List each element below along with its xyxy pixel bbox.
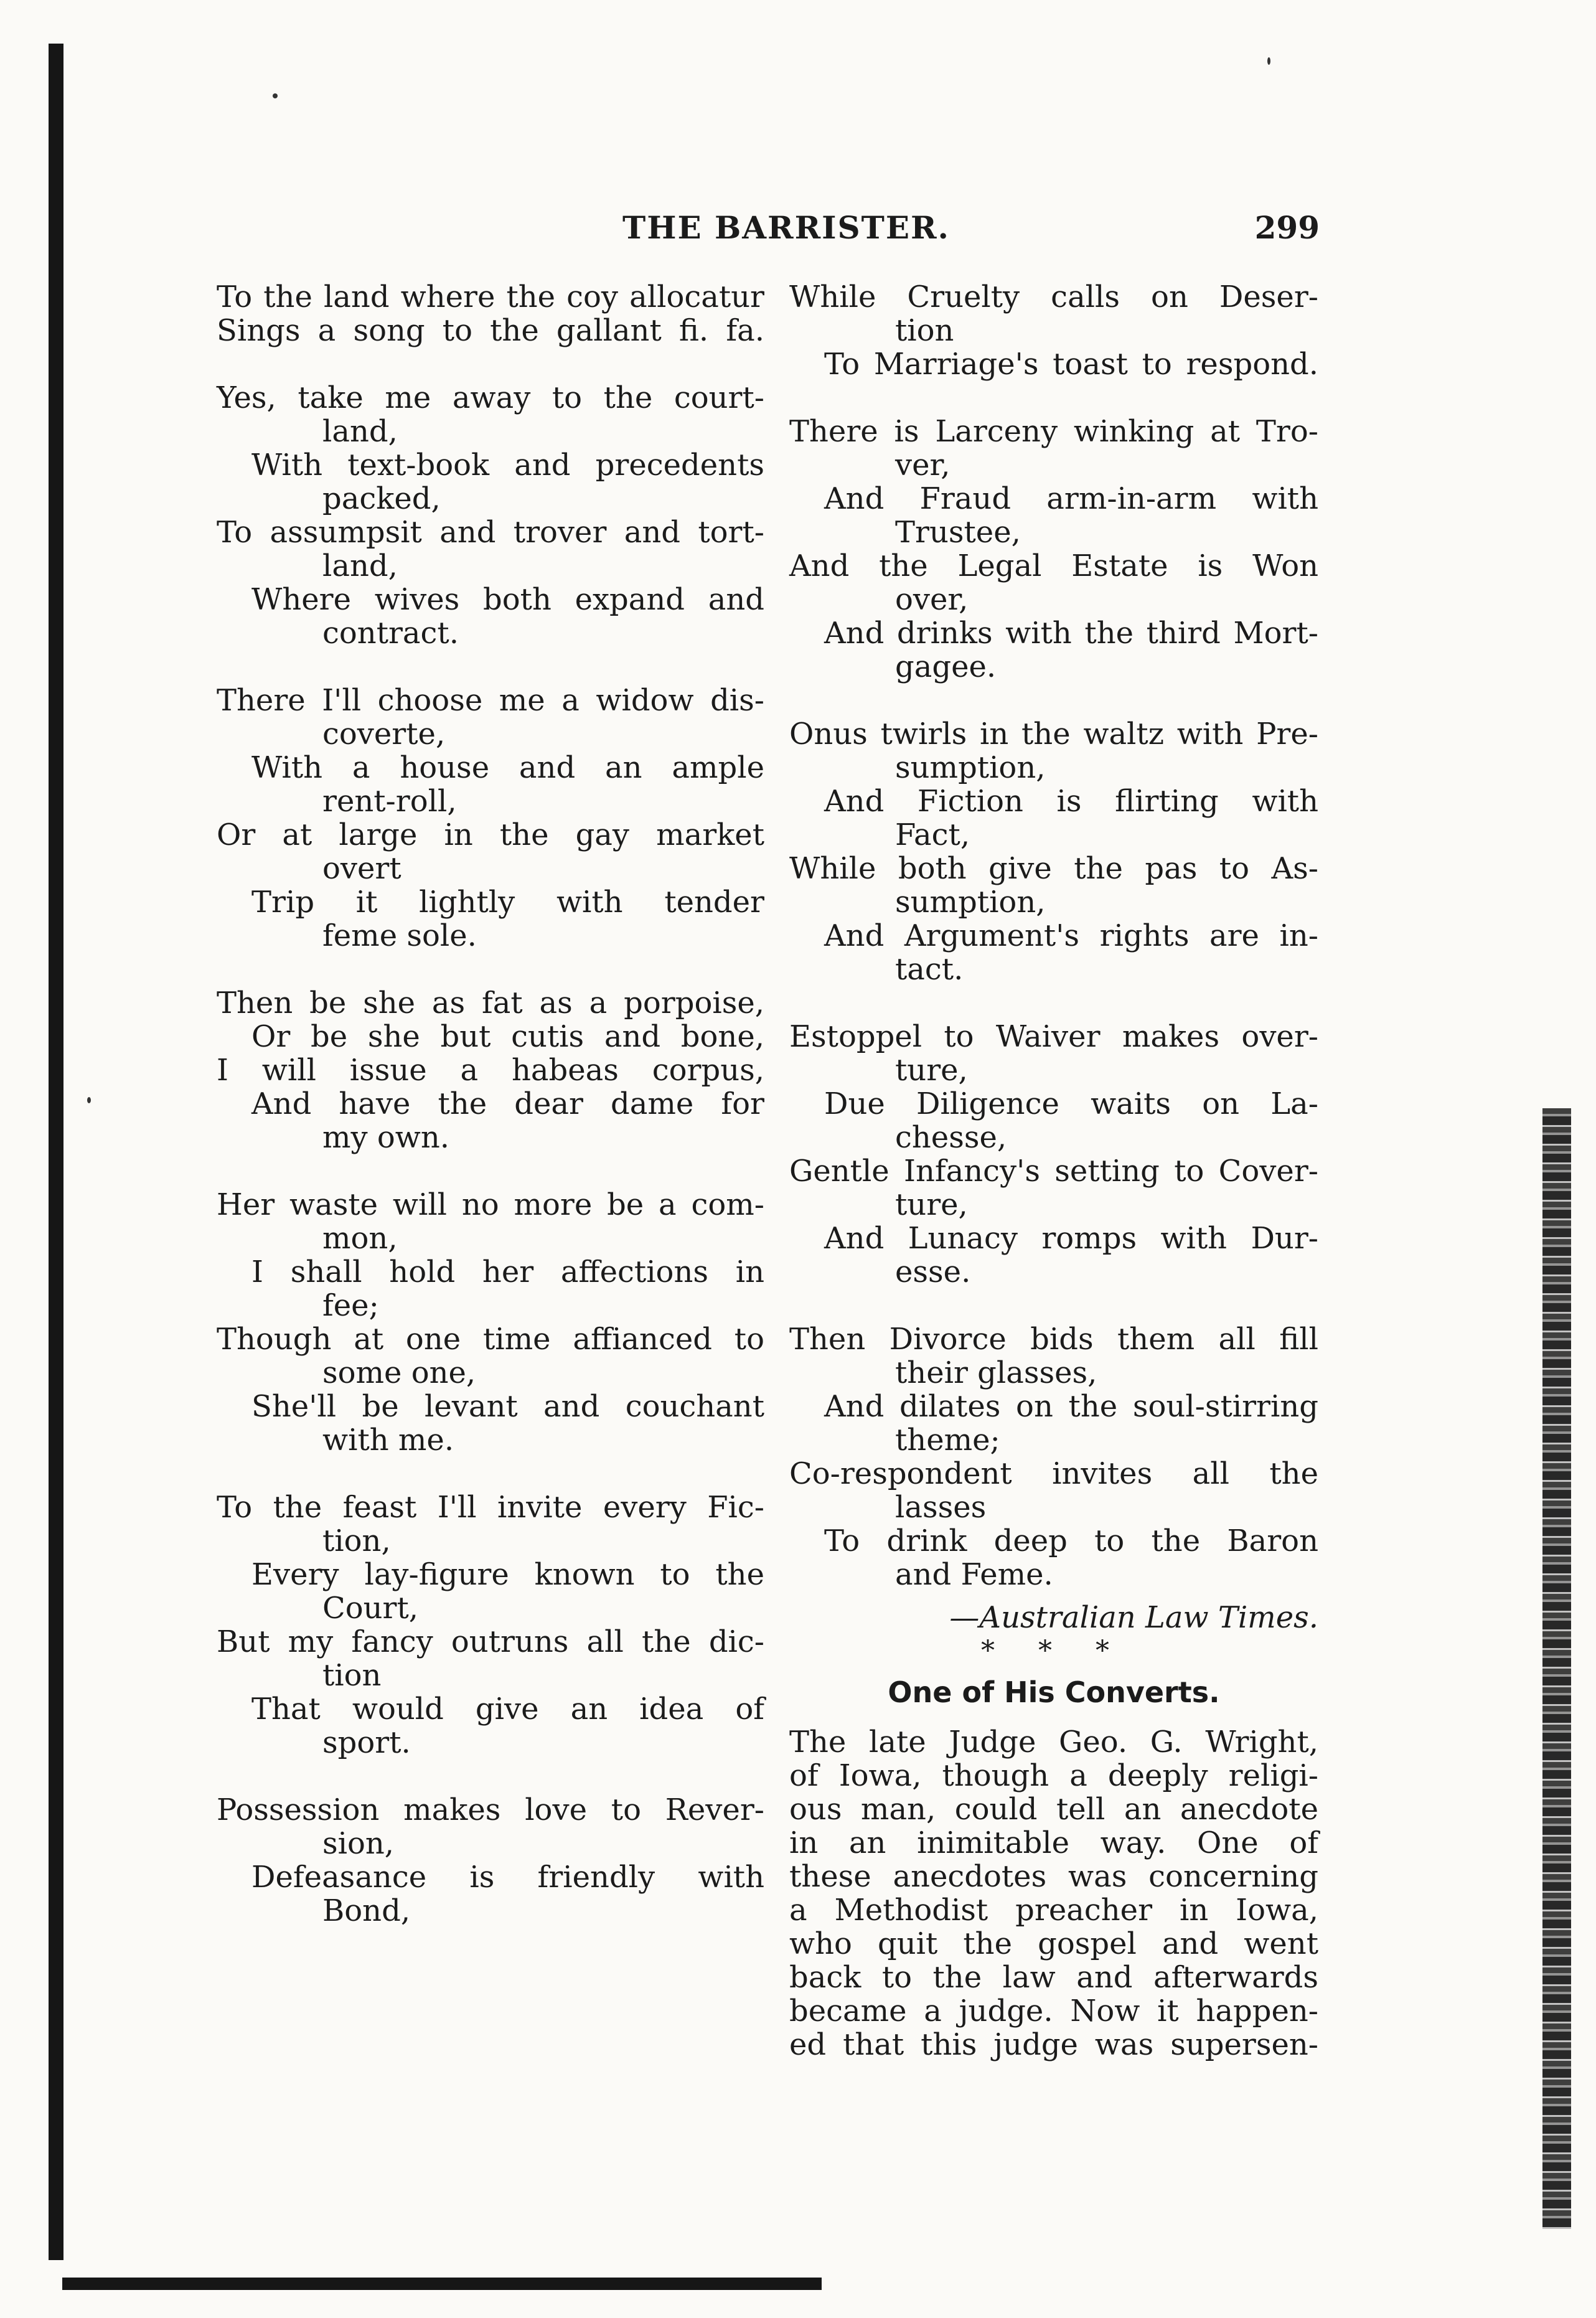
verse-line: Every lay-figure known to the <box>251 1557 764 1592</box>
verse-line: Or at large in the gay market <box>217 817 764 852</box>
stanza <box>217 986 764 1154</box>
verse-line: Her waste will no more be a com- <box>217 1187 764 1222</box>
stanza <box>217 684 764 953</box>
verse-line: Trip it lightly with tender <box>251 885 764 920</box>
article-body <box>789 1725 1318 2061</box>
verse-line: With text-book and precedents <box>251 448 764 483</box>
article-title: One of His Converts. <box>888 1675 1220 1709</box>
right-column-poem <box>789 280 1318 1591</box>
verse-line: ture, <box>895 1053 968 1088</box>
verse-line: And Fraud arm-in-arm with <box>824 481 1318 516</box>
verse-line: my own. <box>322 1120 450 1155</box>
scan-edge-bottom <box>62 2278 822 2290</box>
verse-line: To the feast I'll invite every Fic- <box>217 1490 764 1525</box>
article-line: The late Judge Geo. G. Wright, <box>789 1725 1318 1760</box>
verse-line: Though at one time affianced to <box>217 1322 764 1357</box>
verse-line: I will issue a habeas corpus, <box>217 1053 764 1088</box>
article-line: back to the law and afterwards <box>789 1960 1318 1995</box>
scan-speck <box>273 93 278 98</box>
article-line: these anecdotes was concerning <box>789 1859 1318 1894</box>
verse-line: with me. <box>322 1423 454 1458</box>
section-separator: * * * <box>981 1635 1127 1667</box>
verse-line: fee; <box>322 1288 379 1323</box>
verse-line: tion, <box>322 1524 391 1558</box>
verse-line: sumption, <box>895 750 1046 785</box>
article-line: who quit the gospel and went <box>789 1926 1318 1961</box>
verse-line: land, <box>322 549 398 583</box>
verse-line: lasses <box>895 1490 987 1525</box>
verse-line: And Lunacy romps with Dur- <box>824 1221 1318 1256</box>
verse-line: coverte, <box>322 717 446 751</box>
verse-line: tion <box>895 313 954 348</box>
stanza <box>217 1491 764 1760</box>
verse-line: To the land where the coy allocatur <box>217 280 764 314</box>
verse-line: mon, <box>322 1221 398 1256</box>
verse-line: Or be she but cutis and bone, <box>251 1019 764 1054</box>
verse-line: gagee. <box>895 649 997 684</box>
verse-line: ture, <box>895 1187 968 1222</box>
verse-line: packed, <box>322 481 441 516</box>
verse-line: Defeasance is friendly with <box>251 1860 764 1895</box>
verse-line: And dilates on the soul-stirring <box>824 1389 1318 1424</box>
verse-line: Due Diligence waits on La- <box>824 1086 1318 1121</box>
verse-line: chesse, <box>895 1120 1007 1155</box>
verse-line: And the Legal Estate is Won <box>789 549 1318 583</box>
verse-line: land, <box>322 414 398 449</box>
verse-line: To assumpsit and trover and tort- <box>217 515 764 550</box>
stanza <box>789 1020 1318 1289</box>
verse-line: feme sole. <box>322 918 477 953</box>
verse-line: sumption, <box>895 885 1046 920</box>
verse-line: esse. <box>895 1255 971 1289</box>
verse-line: And drinks with the third Mort- <box>824 616 1318 651</box>
verse-line: Possession makes love to Rever- <box>217 1793 764 1827</box>
stanza <box>789 280 1318 381</box>
page-number: 299 <box>1254 209 1320 246</box>
scan-edge-right <box>1542 1108 1571 2229</box>
article-line: in an inimitable way. One of <box>789 1826 1318 1860</box>
article-line: ous man, could tell an anecdote <box>789 1792 1318 1827</box>
verse-line: Co-respondent invites all the <box>789 1456 1318 1491</box>
article-line: became a judge. Now it happen- <box>789 1994 1318 2028</box>
verse-line: tact. <box>895 952 964 987</box>
verse-line: some one, <box>322 1355 476 1390</box>
stanza <box>217 1188 764 1457</box>
verse-line: ver, <box>895 448 951 483</box>
verse-line: And Fiction is flirting with <box>824 784 1318 819</box>
verse-line: There I'll choose me a widow dis- <box>217 683 764 718</box>
verse-line: Fact, <box>895 817 970 852</box>
verse-line: Trustee, <box>895 515 1021 550</box>
verse-line: I shall hold her affections in <box>251 1255 764 1289</box>
verse-line: rent-roll, <box>322 784 457 819</box>
verse-line: To drink deep to the Baron <box>824 1524 1318 1558</box>
article-line: of Iowa, though a deeply religi- <box>789 1758 1318 1793</box>
verse-line: overt <box>322 851 401 886</box>
stanza <box>789 415 1318 684</box>
verse-line: Bond, <box>322 1893 411 1928</box>
verse-line: And have the dear dame for <box>251 1086 764 1121</box>
verse-line: theme; <box>895 1423 1000 1458</box>
verse-line: over, <box>895 582 969 617</box>
verse-line: Then be she as fat as a porpoise, <box>217 986 764 1020</box>
verse-line: While Cruelty calls on Deser- <box>789 280 1318 314</box>
verse-line: and Feme. <box>895 1557 1053 1592</box>
verse-line: Where wives both expand and <box>251 582 764 617</box>
verse-line: Estoppel to Waiver makes over- <box>789 1019 1318 1054</box>
verse-line: That would give an idea of <box>251 1692 764 1727</box>
verse-line: tion <box>322 1658 382 1693</box>
verse-line: sion, <box>322 1826 395 1861</box>
stanza <box>217 280 764 347</box>
scan-speck <box>87 1097 91 1103</box>
verse-line: But my fancy outruns all the dic- <box>217 1624 764 1659</box>
scan-edge-left <box>49 44 63 2260</box>
poem-credit: —Australian Law Times. <box>949 1600 1318 1635</box>
verse-line: sport. <box>322 1725 411 1760</box>
stanza <box>217 381 764 650</box>
article-line: ed that this judge was supersen- <box>789 2027 1318 2062</box>
verse-line: Then Divorce bids them all fill <box>789 1322 1318 1357</box>
verse-line: And Argument's rights are in- <box>824 918 1318 953</box>
stanza <box>789 1322 1318 1591</box>
verse-line: There is Larceny winking at Tro- <box>789 414 1318 449</box>
verse-line: contract. <box>322 616 459 651</box>
stanza <box>789 717 1318 986</box>
verse-line: With a house and an ample <box>251 750 764 785</box>
running-header <box>622 209 1320 253</box>
verse-line: To Marriage's toast to respond. <box>824 347 1318 382</box>
verse-line: She'll be levant and couchant <box>251 1389 764 1424</box>
verse-line: Yes, take me away to the court- <box>217 380 764 415</box>
verse-line: Gentle Infancy's setting to Cover- <box>789 1154 1318 1189</box>
article-line: a Methodist preacher in Iowa, <box>789 1893 1318 1928</box>
running-title: THE BARRISTER. <box>622 209 950 246</box>
right-column <box>789 280 1318 2061</box>
verse-line: While both give the pas to As- <box>789 851 1318 886</box>
verse-line: their glasses, <box>895 1355 1097 1390</box>
verse-line: Onus twirls in the waltz with Pre- <box>789 717 1318 751</box>
verse-line: Court, <box>322 1591 419 1626</box>
verse-line: Sings a song to the gallant fi. fa. <box>217 313 764 348</box>
left-column <box>217 280 764 1961</box>
stanza <box>217 1793 764 1928</box>
scan-speck <box>1267 57 1270 65</box>
